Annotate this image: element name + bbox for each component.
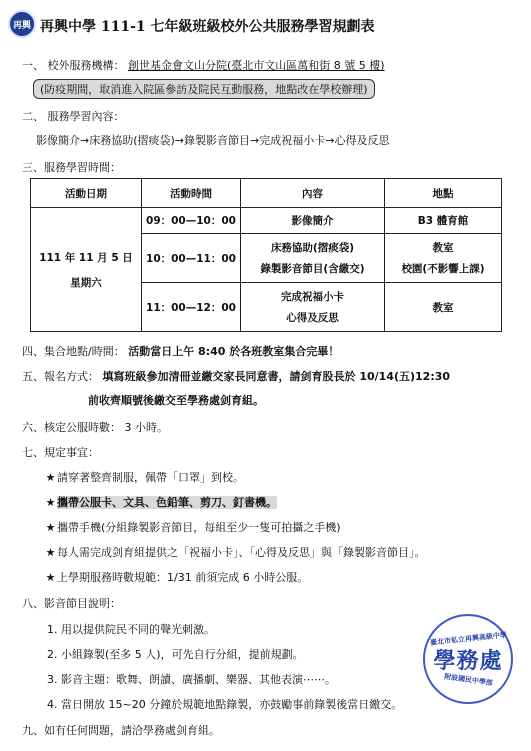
service-hours: 3 小時。 xyxy=(124,421,168,434)
school-logo xyxy=(8,10,36,38)
registration-line-1: 填寫班級參加清冊並繳交家長同意書，請剑育股長於 10/14(五)12:30 xyxy=(102,370,451,383)
stamp-main-text: 學務處 xyxy=(433,648,503,674)
section-4 xyxy=(22,343,339,359)
header-date: 活動日期 xyxy=(31,179,142,208)
activity-date-cell xyxy=(31,208,142,332)
place-cell: B3 體育館 xyxy=(385,208,502,234)
schedule-table xyxy=(30,178,502,332)
content-cell xyxy=(241,283,385,332)
rule-item: ★ 上學期服務時數規範：1/31 前須完成 6 小時公服。 xyxy=(45,571,309,584)
section-4-label: 四、集合地點/時間： xyxy=(22,345,125,358)
service-flow: 影像簡介→床務協助(摺痰袋)→錄製影音節目→完成祝福小卡→心得及反思 xyxy=(36,134,390,147)
place-item: 校園(不影響上課) xyxy=(401,263,485,275)
rule-item: ★ 攜帶公服卡、文具、色鉛筆、剪刀、釘書機。 xyxy=(45,496,277,509)
stamp-top-text: 臺北市私立再興高級中學 xyxy=(429,630,507,647)
section-6-label: 六、核定公服時數： xyxy=(22,421,121,434)
rule-item: ★ 攜帶手機(分組錄製影音節目，每組至少一隻可拍攝之手機) xyxy=(45,521,341,534)
star-icon: ★ xyxy=(45,496,56,509)
table-header-row xyxy=(31,179,502,208)
video-note-4: 4. 當日開放 15~20 分鐘於規範地點錄製，亦鼓勵事前錄製後當日繳交。 xyxy=(47,698,403,711)
rule-item: ★ 請穿著整齊制服，佩帶「口罩」到校。 xyxy=(45,471,244,484)
star-icon: ★ xyxy=(45,471,56,484)
section-9: 九、如有任何問題，請洽學務處剑育組。 xyxy=(22,724,220,737)
star-icon: ★ xyxy=(45,546,56,559)
assembly-info: 活動當日上午 8:40 於各班教室集合完畢！ xyxy=(128,345,340,358)
logo-text: 再興 xyxy=(12,20,31,31)
section-1-value: 創世基金會文山分院(臺北市文山區萬和街 8 號 5 樓) xyxy=(128,59,385,72)
section-8-label: 八、影音節目說明： xyxy=(22,597,121,610)
header-time: 活動時間 xyxy=(142,179,241,208)
content-cell xyxy=(241,234,385,283)
place-cell: 教室 xyxy=(385,283,502,332)
section-7-label: 七、規定事宜： xyxy=(22,446,99,459)
content-item: 床務協助(摺痰袋) xyxy=(270,242,355,254)
stamp-bottom-text: 附設國民中學部 xyxy=(443,672,493,687)
star-icon: ★ xyxy=(45,521,56,534)
content-item: 完成祝福小卡 xyxy=(281,291,344,303)
section-2-label: 二、 服務學習內容： xyxy=(22,110,125,123)
video-note-2: 2. 小組錄製(至多 5 人)，可先自行分組，提前規劃。 xyxy=(47,648,304,661)
header-place: 地點 xyxy=(385,179,502,208)
place-item: 教室 xyxy=(432,242,454,254)
content-item: 心得及反思 xyxy=(286,312,339,324)
content-item: 錄製影音節目(含繳交) xyxy=(260,263,365,275)
office-stamp xyxy=(423,614,513,704)
section-1-label: 一、 校外服務機構： xyxy=(22,59,125,72)
star-icon: ★ xyxy=(45,571,56,584)
section-1-note xyxy=(33,79,375,99)
time-slot: 10：00—11：00 xyxy=(142,234,241,283)
section-3-label: 三、服務學習時間： xyxy=(22,161,121,174)
table-row xyxy=(31,208,502,234)
activity-date: 111 年 11 月 5 日 xyxy=(39,251,133,264)
registration-line-2: 前收齊順號後繳交至學務處剑育組。 xyxy=(88,394,264,407)
epidemic-note: (防疫期間，取消進入院區參訪及院民互動服務，地點改在學校辦理) xyxy=(33,79,375,99)
time-slot: 09：00—10：00 xyxy=(142,208,241,234)
content-cell: 影像簡介 xyxy=(241,208,385,234)
section-5-label: 五、報名方式： xyxy=(22,370,99,383)
rule-item: ★ 每人需完成剑育組提供之「祝福小卡」、「心得及反思」與「錄製影音節目」。 xyxy=(45,546,426,559)
page-title: 再興中學 111-1 七年級班級校外公共服務學習規劃表 xyxy=(40,19,375,35)
video-note-3: 3. 影音主題：歌舞、朗讀、廣播劇、樂器、其他表演⋯⋯。 xyxy=(47,673,336,686)
video-note-1: 1. 用以提供院民不同的聲光刺激。 xyxy=(47,623,215,636)
header-content: 內容 xyxy=(241,179,385,208)
section-1 xyxy=(22,57,385,73)
section-6 xyxy=(22,419,168,435)
activity-weekday: 星期六 xyxy=(70,276,102,289)
section-5 xyxy=(22,368,450,384)
place-cell xyxy=(385,234,502,283)
time-slot: 11：00—12：00 xyxy=(142,283,241,332)
